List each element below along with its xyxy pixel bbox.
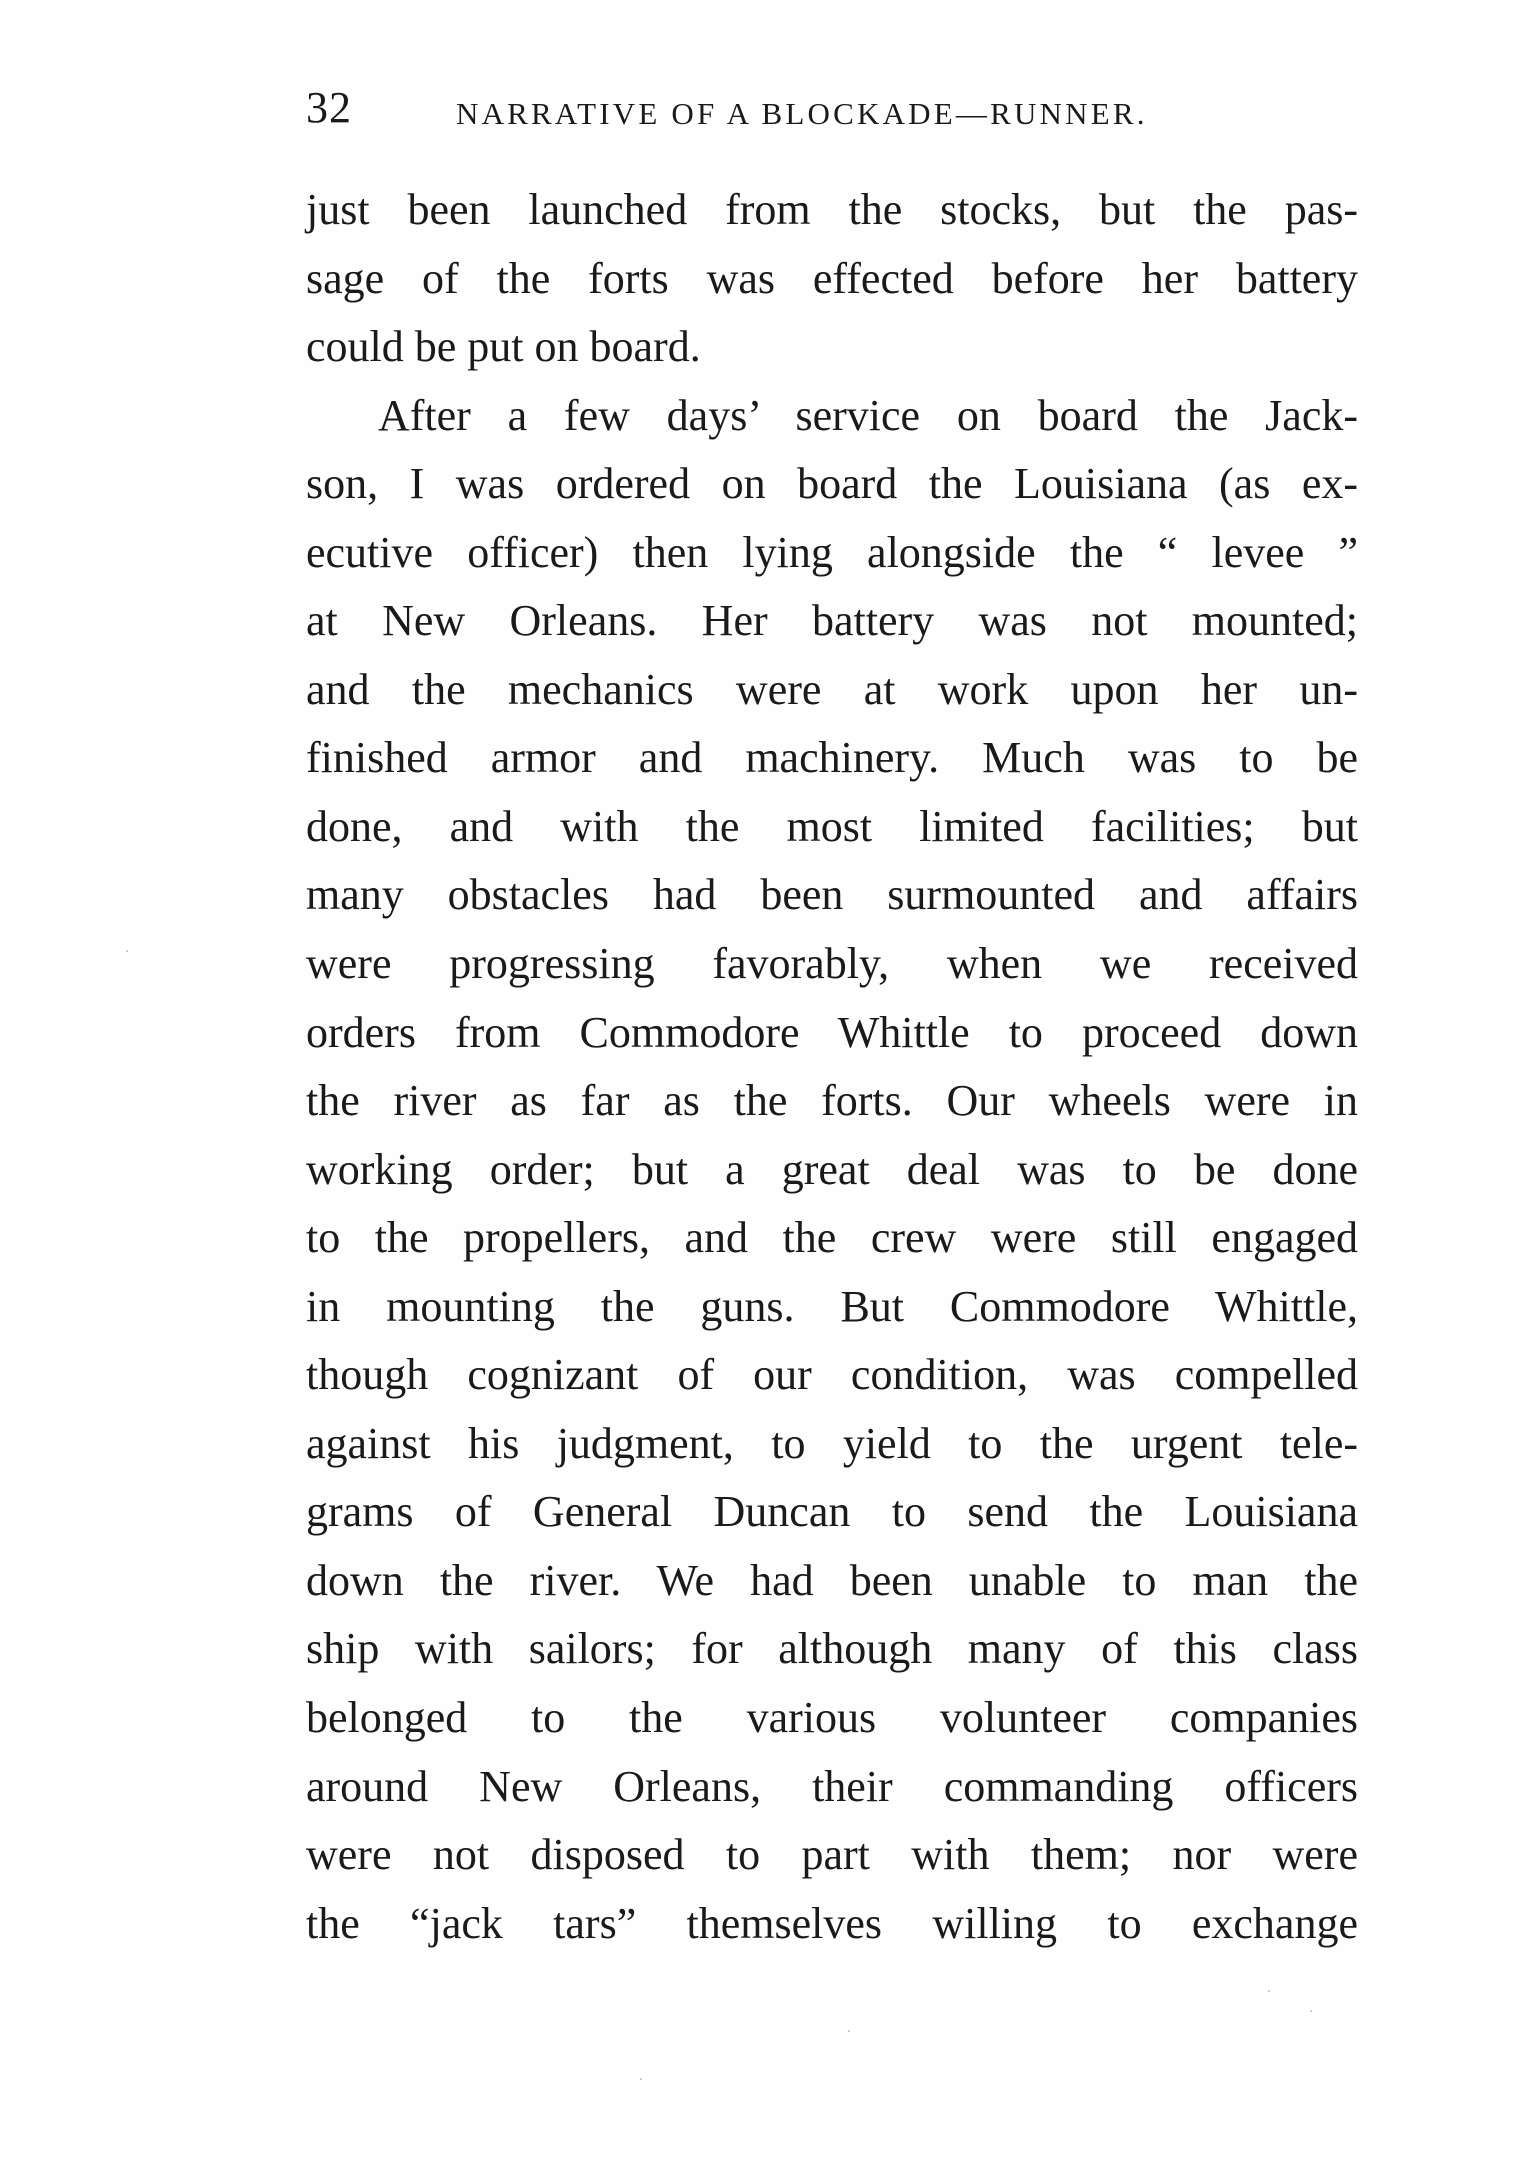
text-line: were progressing favorably, when we received: [306, 939, 1358, 989]
running-title: NARRATIVE OF A BLOCKADE—RUNNER.: [456, 96, 1148, 131]
page-header: [306, 78, 1346, 138]
text-line: just been launched from the stocks, but the pas-: [306, 185, 1358, 234]
text-line: and the mechanics were at work upon her un-: [306, 664, 1358, 714]
text-line: the river as far as the forts. Our wheels were in: [306, 1076, 1358, 1126]
text-line: against his judgment, to yield to the urgent tele-: [306, 1418, 1358, 1468]
text-line: at New Orleans. Her battery was not mounted;: [306, 596, 1358, 646]
text-line: the “jack tars” themselves willing to exchange: [306, 1898, 1358, 1948]
text-line: son, I was ordered on board the Louisiana (as ex-: [306, 459, 1358, 509]
text-line: ship with sailors; for although many of this class: [306, 1624, 1358, 1674]
text-line: down the river. We had been unable to man the: [306, 1555, 1358, 1605]
paper-speck: [126, 950, 128, 952]
text-line: ecutive officer) then lying alongside the “ levee ”: [306, 527, 1358, 577]
text-line: finished armor and machinery. Much was to be: [306, 733, 1358, 783]
paper-speck: [1268, 1990, 1270, 1992]
text-line: though cognizant of our condition, was compelled: [306, 1350, 1358, 1400]
paper-speck: [640, 2078, 642, 2080]
text-line: done, and with the most limited facilities; but: [306, 801, 1358, 851]
body-text: [306, 176, 1358, 1958]
page-number: 32: [306, 83, 352, 132]
paper-speck: [1310, 2010, 1312, 2012]
text-line: working order; but a great deal was to be done: [306, 1144, 1358, 1194]
text-line: were not disposed to part with them; nor were: [306, 1830, 1358, 1880]
text-line: belonged to the various volunteer companies: [306, 1693, 1358, 1743]
text-line: in mounting the guns. But Commodore Whittle,: [306, 1281, 1358, 1331]
text-line: could be put on board.: [306, 322, 701, 372]
text-line: orders from Commodore Whittle to proceed down: [306, 1007, 1358, 1057]
text-line: around New Orleans, their commanding officers: [306, 1761, 1358, 1811]
paper-speck: [848, 2030, 850, 2032]
text-line: grams of General Duncan to send the Louisiana: [306, 1487, 1358, 1537]
text-line: many obstacles had been surmounted and affairs: [306, 870, 1358, 920]
text-line: to the propellers, and the crew were still engaged: [306, 1213, 1358, 1263]
text-line: sage of the forts was effected before her battery: [306, 253, 1358, 303]
text-line: After a few days’ service on board the Jack-: [378, 390, 1358, 440]
